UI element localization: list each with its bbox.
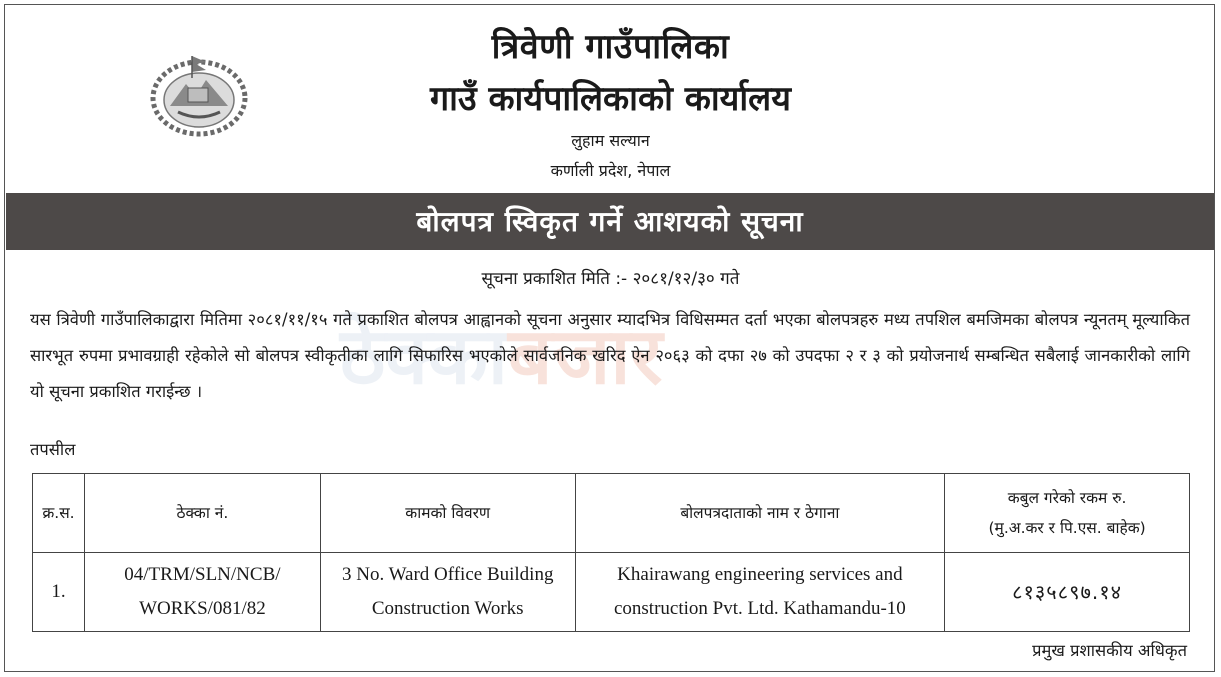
award-table (32, 473, 1190, 632)
header-bidder: बोलपत्रदाताको नाम र ठेगाना (575, 474, 945, 553)
address-line-2: कर्णाली प्रदेश, नेपाल (550, 161, 671, 180)
bidder-line-2: construction Pvt. Ltd. Kathamandu-10 (613, 598, 906, 619)
table-row (33, 553, 1190, 632)
signatory-title: प्रमुख प्रशासकीय अधिकृत (1032, 641, 1187, 660)
header-amount-line-2: (मु.अ.कर र पि.एस. बाहेक) (988, 519, 1146, 537)
contract-no-line-2: WORKS/081/82 (139, 598, 266, 619)
cell-work-description (320, 553, 575, 632)
header-sn: क्र.स. (33, 474, 85, 553)
details-label: तपसील (30, 440, 76, 459)
header-amount-line-1: कबुल गरेको रकम रु. (1007, 489, 1127, 507)
header-contract-no: ठेक्का नं. (84, 474, 320, 553)
notice-banner: बोलपत्र स्विकृत गर्ने आशयको सूचना (6, 193, 1214, 250)
publication-date: सूचना प्रकाशित मिति :- २०८१/१२/३० गते (481, 269, 740, 289)
watermark-part-2: बजार (507, 312, 663, 402)
table-header-row (33, 474, 1190, 553)
work-line-1: 3 No. Ward Office Building (341, 564, 554, 585)
address-line-1: लुहाम सल्यान (571, 131, 650, 150)
header-work-description: कामको विवरण (320, 474, 575, 553)
bidder-line-1: Khairawang engineering services and (617, 564, 903, 585)
notice-paragraph: यस त्रिवेणी गाउँपालिकाद्वारा मितिमा २०८१/११/१५ गते प्रकाशित बोलपत्र आह्वानको सूचना अनुसार म्यादभित्र विधिसम्मत दर्ता भएका बोलपत्रहरु मध्य तपशिल बमजिमका बोलपत्र न्यूनतम् मूल्याकित सारभूत रुपमा प्रभावग्राही रहेकोले सो बोलपत्र स्वीकृतीका लागि सिफारिस भएकोले सार्वजनिक खरिद ऐन २०६३ को दफा २७ को उपदफा २ र ३ को प्रयोजनार्थ सम्बन्धित सबैलाई जानकारीको लागि यो सूचना प्रकाशित गराईन्छ । (30, 310, 1190, 401)
cell-bidder (575, 553, 945, 632)
header-amount (945, 474, 1190, 553)
cell-amount: ८१३५८९७.१४ (945, 553, 1190, 632)
cell-contract-no (84, 553, 320, 632)
office-title: गाउँ कार्यपालिकाको कार्यालय (430, 79, 791, 119)
municipality-title: त्रिवेणी गाउँपालिका (491, 27, 730, 67)
contract-no-line-1: 04/TRM/SLN/NCB/ (124, 564, 281, 585)
watermark-part-1: ठेक्का (340, 312, 508, 402)
cell-sn: 1. (33, 553, 85, 632)
work-line-2: Construction Works (371, 598, 524, 619)
